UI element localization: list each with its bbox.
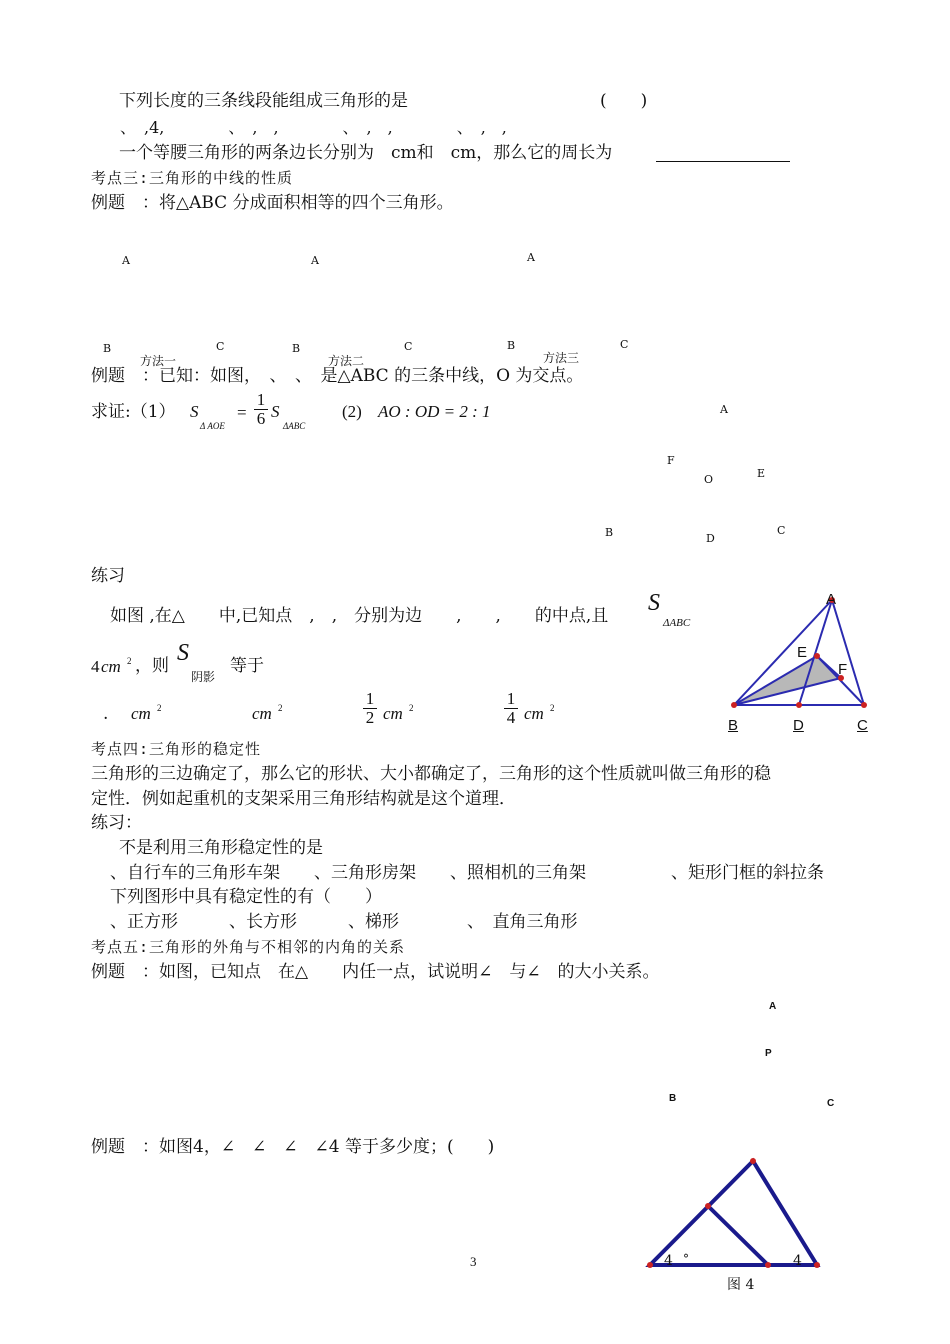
method1-name: 方法一 (140, 354, 177, 368)
method2-label-b: B (292, 342, 301, 355)
practice-1-area-unit: cm (101, 657, 121, 676)
method2-name: 方法二 (328, 354, 365, 368)
shaded-label-b: B (728, 717, 739, 734)
prove-equals: = (237, 403, 247, 422)
figure-4-vertex-top (750, 1158, 756, 1164)
medians-label-f: F (667, 454, 675, 467)
figure-4-angle-2: 4 (793, 1253, 802, 1269)
practice-1-opt-c-fraction (363, 690, 377, 727)
practice-1-shade-sub: 阴影 (191, 670, 216, 684)
practice-1-area-value: 4 (91, 657, 100, 676)
practice-1-opt-d-fraction (504, 690, 518, 727)
method1-label-b: B (103, 342, 112, 355)
medians-label-e: E (757, 467, 766, 480)
answer-blank-line (656, 161, 790, 162)
method3-label-a: A (527, 251, 535, 264)
figure-4-vertex-left (647, 1262, 653, 1268)
figure-4-angle-1: 4 (664, 1253, 673, 1269)
prove-sub-aoe: Δ AOE (200, 421, 225, 431)
question-triangle-sides: 下列长度的三条线段能组成三角形的是 (119, 91, 408, 111)
practice-1-opt-b-sq: 2 (278, 703, 283, 713)
practice-1-opt-dot: . (103, 704, 109, 724)
practice-1-opt-b-unit: cm (252, 704, 272, 723)
shaded-label-e: E (797, 644, 808, 661)
shaded-label-d: D (793, 717, 804, 734)
point-fig-label-p: P (765, 1048, 772, 1059)
prove-fraction (254, 391, 268, 428)
opt-d-den: 4 (506, 708, 516, 727)
section-heading-kp5: 考点五:三角形的外角与不相邻的内角的关系 (91, 938, 406, 956)
example-1: 例题 ：将△ABC 分成面积相等的四个三角形。 (91, 193, 454, 213)
practice-1-sub: ΔABC (663, 617, 691, 629)
figure-4-vertex-right (814, 1262, 820, 1268)
opt-c-den: 2 (365, 708, 375, 727)
figure-4-vertex-base (765, 1262, 771, 1268)
figure-4-inner-segment (708, 1206, 768, 1265)
practice-1-opt-a-unit: cm (131, 704, 151, 723)
section-heading-kp4: 考点四:三角形的稳定性 (91, 740, 262, 758)
practice-1-opt-c-unit: cm (383, 704, 403, 723)
example-4: 例题 ：如图4，∠ ∠ ∠ ∠4 等于多少度；( ) (91, 1137, 495, 1157)
medians-label-a: A (720, 403, 728, 416)
prove-s-left: S (190, 402, 199, 421)
practice-1-opt-d-unit: cm (524, 704, 544, 723)
practice-1-opt-c-sq: 2 (409, 703, 414, 713)
practice-1-then: ，则 (135, 656, 169, 676)
question-options: 、 ,4, 、 , , 、 , , 、 , , (120, 118, 507, 137)
medians-label-b: B (605, 526, 614, 539)
point-fig-label-c: C (827, 1098, 835, 1109)
practice-1-area-sq: 2 (127, 656, 132, 666)
prove-ratio: AO : OD = 2 : 1 (378, 402, 491, 421)
medians-label-c: C (777, 524, 786, 537)
prove-fraction-num: 1 (256, 390, 266, 409)
shaded-label-a: A (826, 591, 837, 608)
practice-heading-2: 练习： (91, 813, 142, 833)
prove-s-right: S (271, 402, 280, 421)
point-fig-label-a: A (769, 1001, 777, 1012)
practice-1-opt-a-sq: 2 (157, 703, 162, 713)
point-b (731, 702, 737, 708)
method3-label-b: B (507, 339, 516, 352)
method3-label-c: C (620, 338, 629, 351)
stability-text-2: 定性．例如起重机的支架采用三角形结构就是这个道理． (91, 789, 516, 809)
point-d (796, 702, 802, 708)
figure-4-caption: 图 4 (727, 1277, 755, 1293)
method2-label-a: A (311, 254, 319, 267)
figure-4-angle-1-mark: ° (683, 1252, 689, 1266)
answer-parentheses: ( ) (600, 91, 648, 111)
question-isosceles: 一个等腰三角形的两条边长分别为 cm和 cm，那么它的周长为 (119, 143, 613, 163)
example-2: 例题 ：已知：如图， 、 、 是△ABC 的三条中线，O 为交点。 (91, 366, 584, 386)
figure-4-vertex-mid (705, 1203, 711, 1209)
question-not-stable-options: 、自行车的三角形车架 、三角形房架 、照相机的三角架 、矩形门框的斜拉条 (110, 863, 824, 883)
prove-fraction-den: 6 (256, 409, 266, 428)
method1-label-a: A (122, 254, 130, 267)
figure-4-outer-triangle (650, 1161, 817, 1265)
practice-heading-1: 练习 (91, 566, 125, 586)
practice-1-opt-d-sq: 2 (550, 703, 555, 713)
practice-1-text: 如图 ,在△ 中,已知点 , , 分别为边 , , 的中点,且 (110, 606, 609, 626)
prove-sub-abc: ΔABC (283, 421, 306, 431)
opt-d-num: 1 (506, 689, 516, 708)
medians-label-o: O (704, 473, 714, 486)
question-not-stable: 不是利用三角形稳定性的是 (119, 838, 323, 858)
method3-name: 方法三 (543, 351, 580, 365)
section-heading-kp3: 考点三:三角形的中线的性质 (91, 169, 294, 187)
stability-text-1: 三角形的三边确定了，那么它的形状、大小都确定了，三角形的这个性质就叫做三角形的稳 (91, 764, 771, 784)
shaded-label-c: C (857, 717, 868, 734)
practice-1-s: S (648, 590, 660, 616)
prove-label: 求证:（1） (91, 402, 176, 422)
practice-1-s-shade: S (177, 640, 189, 666)
prove-part2: (2) (342, 402, 362, 421)
point-e (814, 653, 820, 659)
method2-label-c: C (404, 340, 413, 353)
practice-1-equals: 等于 (230, 656, 264, 676)
page-number: 3 (470, 1254, 477, 1269)
point-c (861, 702, 867, 708)
point-fig-label-b: B (669, 1093, 677, 1104)
method1-label-c: C (216, 340, 225, 353)
example-3: 例题 ：如图，已知点 在△ 内任一点，试说明∠ 与∠ 的大小关系。 (91, 962, 660, 982)
medians-label-d: D (706, 532, 715, 545)
question-stable-options: 、正方形 、长方形 、梯形 、 直角三角形 (110, 912, 578, 932)
opt-c-num: 1 (365, 689, 375, 708)
question-stable: 下列图形中具有稳定性的有（ ） (110, 887, 382, 907)
shaded-label-f: F (838, 661, 848, 678)
